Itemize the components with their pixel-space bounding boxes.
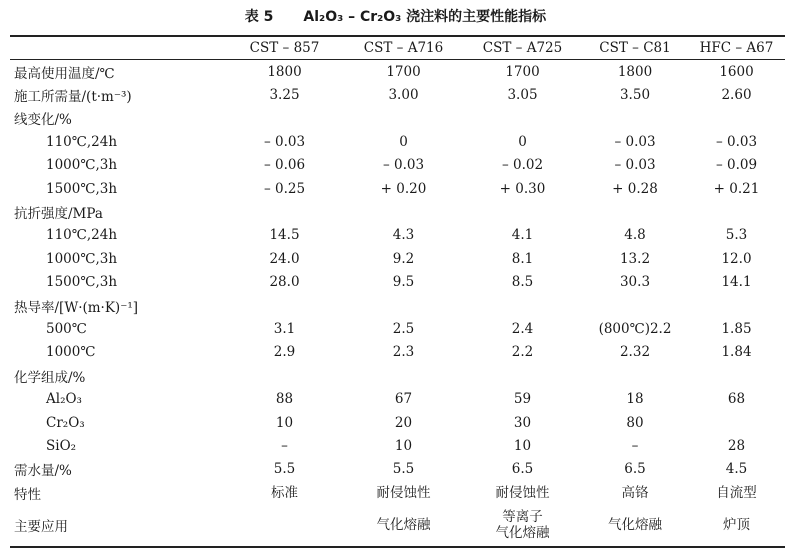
table-cell <box>344 177 463 200</box>
table-cell <box>344 458 463 481</box>
cell-value: 自流型 <box>716 484 757 501</box>
table-cell <box>225 411 344 434</box>
cell-value: 耐侵蚀性 <box>376 484 431 501</box>
cell-value: 10 <box>513 437 532 454</box>
cell-value: – 0.03 <box>614 157 656 174</box>
table-body <box>10 60 785 548</box>
table-row <box>10 107 785 130</box>
table-cell <box>688 434 785 457</box>
cell-value: 1800 <box>617 63 653 80</box>
cell-value: 4.1 <box>511 227 534 244</box>
cell-value: – <box>281 437 288 454</box>
cell-value: 5.5 <box>392 461 415 478</box>
cell-value: – 0.03 <box>263 133 306 150</box>
row-label: 1000℃ <box>46 344 96 361</box>
row-label: Cr₂O₃ <box>46 414 85 431</box>
cell-value: – 0.25 <box>263 180 306 197</box>
cell-value: 气化熔融 <box>376 517 431 534</box>
cell-value: 2.5 <box>392 320 415 337</box>
row-label: 1500℃,3h <box>46 180 118 197</box>
cell-value: 28 <box>727 437 746 454</box>
row-label: 需水量/% <box>14 463 72 480</box>
table-cell <box>688 458 785 481</box>
table-cell <box>688 224 785 247</box>
table-cell <box>463 83 582 106</box>
row-label: 500℃ <box>46 320 87 337</box>
table-cell <box>225 247 344 270</box>
table-cell <box>344 154 463 177</box>
cell-value: 88 <box>275 391 294 408</box>
cell-value: 气化熔融 <box>608 517 662 534</box>
table-cell <box>688 504 785 547</box>
table-cell <box>688 364 785 387</box>
table-cell <box>463 341 582 364</box>
cell-value: 3.1 <box>273 320 296 337</box>
table-cell <box>688 271 785 294</box>
table-row <box>10 317 785 340</box>
table-cell <box>582 341 688 364</box>
table-cell <box>688 107 785 130</box>
header-row <box>10 36 785 60</box>
table-cell <box>463 130 582 153</box>
cell-value: 80 <box>626 414 644 431</box>
table-cell <box>225 200 344 223</box>
table-cell <box>344 83 463 106</box>
table-cell <box>225 387 344 410</box>
table-cell <box>582 271 688 294</box>
table-row <box>10 154 785 177</box>
table-cell <box>463 200 582 223</box>
cell-value: 20 <box>394 414 413 431</box>
table-cell <box>463 411 582 434</box>
row-label: SiO₂ <box>46 437 77 454</box>
row-label: 主要应用 <box>14 519 68 536</box>
cell-value: – 0.03 <box>614 133 656 150</box>
cell-value: 2.9 <box>273 344 296 361</box>
table-row <box>10 247 785 270</box>
table-cell <box>582 130 688 153</box>
cell-value: 6.5 <box>511 461 534 478</box>
table-row <box>10 387 785 410</box>
table-cell <box>688 154 785 177</box>
cell-value: 2.4 <box>511 320 534 337</box>
table-cell <box>688 247 785 270</box>
properties-table <box>10 35 785 548</box>
table-number: 表 5 <box>244 9 274 25</box>
row-label: 线变化/% <box>14 112 72 129</box>
cell-value: 高铬 <box>621 484 649 501</box>
cell-value: 4.8 <box>624 227 646 244</box>
table-cell <box>688 200 785 223</box>
cell-value: – 0.09 <box>715 157 758 174</box>
table-cell <box>582 83 688 106</box>
cell-value: 3.00 <box>388 87 419 104</box>
table-cell <box>582 107 688 130</box>
table-cell <box>463 224 582 247</box>
table-cell <box>225 294 344 317</box>
table-cell <box>344 411 463 434</box>
cell-value: 4.3 <box>392 227 415 244</box>
table-cell <box>582 387 688 410</box>
cell-value: 0 <box>399 133 408 150</box>
table-cell <box>344 341 463 364</box>
table-cell <box>582 60 688 84</box>
column-header: CST – A725 <box>482 40 563 56</box>
row-label: 抗折强度/MPa <box>14 206 103 223</box>
cell-value: 5.5 <box>273 461 296 478</box>
table-row <box>10 294 785 317</box>
cell-value: 1700 <box>505 63 540 80</box>
table-cell <box>582 364 688 387</box>
table-cell <box>463 481 582 504</box>
table-caption <box>0 6 791 26</box>
table-cell <box>344 364 463 387</box>
table-cell <box>582 504 688 547</box>
table-cell <box>463 364 582 387</box>
column-header: HFC – A67 <box>699 40 774 56</box>
table-cell <box>582 224 688 247</box>
cell-value: 24.0 <box>269 250 300 267</box>
cell-value: 14.5 <box>269 227 300 244</box>
table-cell <box>688 130 785 153</box>
cell-value: 9.2 <box>392 250 415 267</box>
table-cell <box>582 247 688 270</box>
cell-value: + 0.20 <box>380 180 427 197</box>
cell-value: 18 <box>626 391 644 408</box>
table-cell <box>344 60 463 84</box>
cell-value: 68 <box>727 391 746 408</box>
table-cell <box>688 317 785 340</box>
table-cell <box>688 341 785 364</box>
cell-value: 10 <box>394 437 413 454</box>
row-label: 1000℃,3h <box>46 157 118 174</box>
table-cell <box>225 107 344 130</box>
table-cell <box>463 60 582 84</box>
cell-value: 10 <box>275 414 294 431</box>
table-cell <box>463 504 582 547</box>
cell-value: 9.5 <box>392 274 415 291</box>
cell-value: 30.3 <box>619 274 651 291</box>
table-cell <box>344 247 463 270</box>
cell-value: 标准 <box>271 484 298 501</box>
header-blank <box>10 36 225 60</box>
table-cell <box>688 411 785 434</box>
table-cell <box>225 458 344 481</box>
row-label: 110℃,24h <box>46 133 118 150</box>
cell-value: – <box>631 437 639 454</box>
row-label: 热导率/[W·(m·K)⁻¹] <box>14 299 138 316</box>
cell-value: + 0.28 <box>612 180 658 197</box>
table-cell <box>225 271 344 294</box>
table-title: Al₂O₃ – Cr₂O₃ 浇注料的主要性能指标 <box>303 9 547 25</box>
table-cell <box>225 364 344 387</box>
cell-value: 2.32 <box>619 344 651 361</box>
table-cell <box>688 60 785 84</box>
table-cell <box>225 434 344 457</box>
table-cell <box>344 271 463 294</box>
row-label: 化学组成/% <box>14 369 86 386</box>
table-cell <box>463 154 582 177</box>
column-header: CST – 857 <box>249 40 320 56</box>
table-cell <box>463 317 582 340</box>
cell-value: 0 <box>518 133 527 150</box>
table-cell <box>688 294 785 317</box>
cell-value: 12.0 <box>721 250 752 267</box>
cell-value: 1.84 <box>721 344 752 361</box>
table-cell <box>225 481 344 504</box>
cell-value: 28.0 <box>269 274 300 291</box>
cell-value: 30 <box>513 414 532 431</box>
table-cell <box>582 481 688 504</box>
table-row <box>10 458 785 481</box>
table-cell <box>463 387 582 410</box>
table-cell <box>582 434 688 457</box>
table-cell <box>344 294 463 317</box>
table-cell <box>225 341 344 364</box>
cell-value: 3.50 <box>619 87 651 104</box>
cell-value: 6.5 <box>624 461 646 478</box>
table-cell <box>225 177 344 200</box>
cell-value: 2.2 <box>511 344 534 361</box>
row-label: 110℃,24h <box>46 227 118 244</box>
cell-value: 1800 <box>267 63 302 80</box>
table-cell <box>582 458 688 481</box>
cell-value: + 0.30 <box>499 180 546 197</box>
table-row <box>10 177 785 200</box>
table-row <box>10 224 785 247</box>
cell-value: 13.2 <box>619 250 651 267</box>
table-cell <box>225 224 344 247</box>
table-cell <box>582 411 688 434</box>
table-row <box>10 83 785 106</box>
table-row <box>10 411 785 434</box>
table-cell <box>688 481 785 504</box>
cell-value: – 0.02 <box>501 157 544 174</box>
cell-value: 炉顶 <box>723 517 750 534</box>
table-row <box>10 271 785 294</box>
cell-value: 1.85 <box>721 320 752 337</box>
row-label: 最高使用温度/℃ <box>14 65 115 82</box>
cell-value: – 0.06 <box>263 157 306 174</box>
table-cell <box>463 458 582 481</box>
table-cell <box>344 434 463 457</box>
cell-value: 3.05 <box>507 87 538 104</box>
table-cell <box>225 154 344 177</box>
table-row <box>10 130 785 153</box>
cell-value: 5.3 <box>725 227 748 244</box>
cell-value: 4.5 <box>725 461 748 478</box>
cell-value: (800℃)2.2 <box>598 320 672 337</box>
table-cell <box>225 317 344 340</box>
table-cell <box>225 83 344 106</box>
cell-value: 67 <box>394 391 413 408</box>
table-row <box>10 200 785 223</box>
table-cell <box>463 271 582 294</box>
table-cell <box>463 294 582 317</box>
cell-value: 2.3 <box>392 344 415 361</box>
cell-value: – 0.03 <box>715 133 758 150</box>
cell-value: – 0.03 <box>382 157 425 174</box>
table-row <box>10 504 785 547</box>
table-cell <box>225 60 344 84</box>
table-cell <box>225 130 344 153</box>
row-label: Al₂O₃ <box>46 391 82 408</box>
table-cell <box>688 177 785 200</box>
table-cell <box>463 177 582 200</box>
table-cell <box>344 224 463 247</box>
table-cell <box>225 504 344 547</box>
row-label: 1000℃,3h <box>46 250 118 267</box>
cell-value: 耐侵蚀性 <box>495 484 550 501</box>
table-row <box>10 341 785 364</box>
table-cell <box>688 387 785 410</box>
cell-value: 1600 <box>719 63 754 80</box>
cell-value: 14.1 <box>721 274 752 291</box>
row-label: 1500℃,3h <box>46 274 118 291</box>
table-cell <box>582 154 688 177</box>
table-cell <box>344 387 463 410</box>
cell-value: 8.1 <box>511 250 534 267</box>
cell-value: 59 <box>513 391 532 408</box>
cell-value: 8.5 <box>511 274 534 291</box>
table-cell <box>463 247 582 270</box>
table-cell <box>344 107 463 130</box>
table-cell <box>582 200 688 223</box>
table-row <box>10 434 785 457</box>
table-cell <box>582 294 688 317</box>
table-cell <box>463 434 582 457</box>
table-cell <box>463 107 582 130</box>
row-label: 施工所需量/(t·m⁻³) <box>14 89 132 106</box>
cell-value: 2.60 <box>721 87 752 104</box>
table-row <box>10 364 785 387</box>
cell-value: 1700 <box>386 63 421 80</box>
table-row <box>10 481 785 504</box>
table-cell <box>344 481 463 504</box>
column-header: CST – A716 <box>363 40 444 56</box>
table-cell <box>344 504 463 547</box>
column-header: CST – C81 <box>599 40 671 56</box>
cell-value: 等离子 气化熔融 <box>495 509 550 542</box>
cell-value: 3.25 <box>269 87 300 104</box>
table-row <box>10 60 785 84</box>
table-cell <box>582 317 688 340</box>
table-cell <box>688 83 785 106</box>
table-cell <box>344 200 463 223</box>
table-cell <box>582 177 688 200</box>
row-label: 特性 <box>14 486 41 503</box>
cell-value: + 0.21 <box>713 180 760 197</box>
table-cell <box>344 130 463 153</box>
table-cell <box>344 317 463 340</box>
